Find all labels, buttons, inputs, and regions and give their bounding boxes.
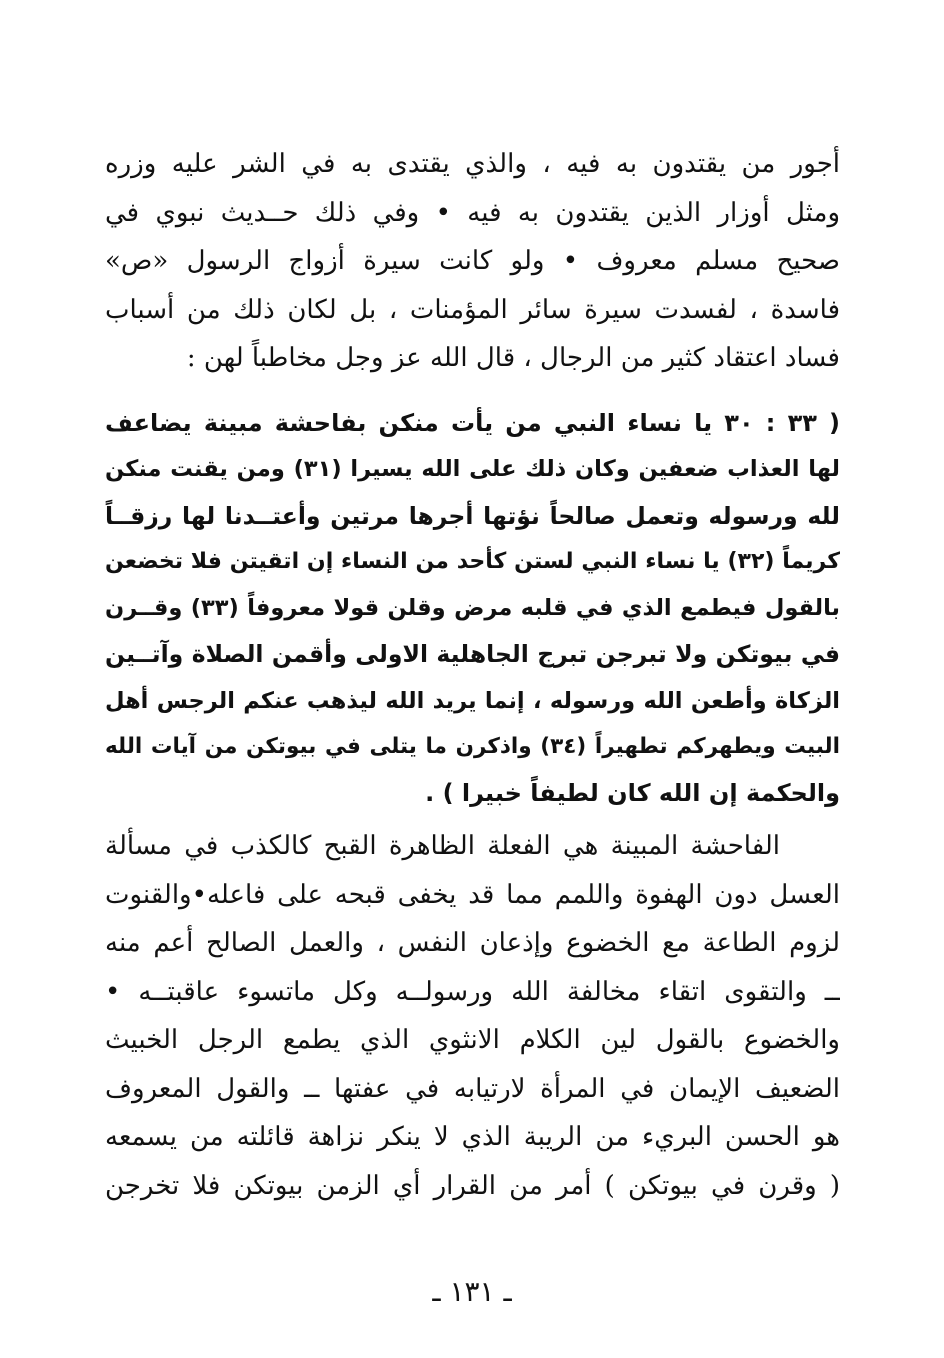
text-line: فساد اعتقاد كثير من الرجال ، قال الله عز وجل مخاطباً لهن : bbox=[186, 343, 840, 373]
text-line: والخضوع بالقول لين الكلام الانثوي الذي يطمع الرجل الخبيث bbox=[105, 1025, 840, 1055]
quran-line: ( ٣٣ : ٣٠ يا نساء النبي من يأت منكن بفاحشة مبينة يضاعف bbox=[105, 409, 840, 437]
quran-line: الزكاة وأطعن الله ورسوله ، إنما يريد الله ليذهب عنكم الرجس أهل bbox=[105, 687, 840, 714]
text-line: ( وقرن في بيوتكن ) أمر من القرار أي الزمن بيوتكن فلا تخرجن bbox=[105, 1170, 840, 1201]
text-line: أجور من يقتدون به فيه ، والذي يقتدى به في الشر عليه وزره bbox=[105, 149, 840, 179]
text-line: هو الحسن البريء من الريبة الذي لا ينكر نزاهة قائلته من يسمعه bbox=[105, 1122, 840, 1152]
quran-line: لها العذاب ضعفين وكان ذلك على الله يسيرا (٣١) ومن يقنت منكن bbox=[105, 456, 840, 483]
text-line: العسل دون الهفوة واللمم مما قد يخفى قبحه على فاعله•والقنوت bbox=[105, 879, 840, 910]
text-line: ومثل أوزار الذين يقتدون به فيه • وفي ذلك حــديث نبوي في bbox=[105, 197, 840, 228]
text-line: صحيح مسلم معروف • ولو كانت سيرة أزواج الرسول «ص» bbox=[105, 246, 840, 276]
quran-line: في بيوتكن ولا تبرجن تبرج الجاهلية الاولى وأقمن الصلاة وآتــين bbox=[105, 640, 840, 669]
quran-line: والحكمة إن الله كان لطيفاً خبيرا ) . bbox=[425, 779, 840, 808]
paragraph-commentary bbox=[105, 822, 840, 1210]
page-number: ـ ١٣١ ـ bbox=[432, 1275, 512, 1308]
quran-line: لله ورسوله وتعمل صالحاً نؤتها أجرها مرتين وأعتــدنا لها رزقــاً bbox=[105, 501, 840, 530]
text-line: فاسدة ، لفسدت سيرة سائر المؤمنات ، بل لكان ذلك من أسباب bbox=[105, 294, 840, 325]
text-line: الفاحشة المبينة هي الفعلة الظاهرة القبح كالكذب في مسألة bbox=[105, 831, 780, 861]
paragraph-intro bbox=[105, 140, 840, 383]
text-line: لزوم الطاعة مع الخضوع وإذعان النفس ، والعمل الصالح أعم منه bbox=[105, 928, 840, 958]
text-line: ــ والتقوى اتقاء مخالفة الله ورسولــه وكل ماتسوء عاقبتــه • bbox=[105, 976, 840, 1007]
quran-line: كريماً (٣٢) يا نساء النبي لستن كأحد من النساء إن اتقيتن فلا تخضعن bbox=[105, 548, 840, 574]
quran-line: بالقول فيطمع الذي في قلبه مرض وقلن قولا معروفاً (٣٣) وقــرن bbox=[105, 595, 840, 622]
quran-passage bbox=[105, 400, 840, 817]
quran-line: البيت ويطهركم تطهيراً (٣٤) واذكرن ما يتلى في بيوتكن من آيات الله bbox=[105, 734, 840, 760]
text-line: الضعيف الإيمان في المرأة لارتيابه في عفتها ــ والقول المعروف bbox=[105, 1073, 840, 1104]
